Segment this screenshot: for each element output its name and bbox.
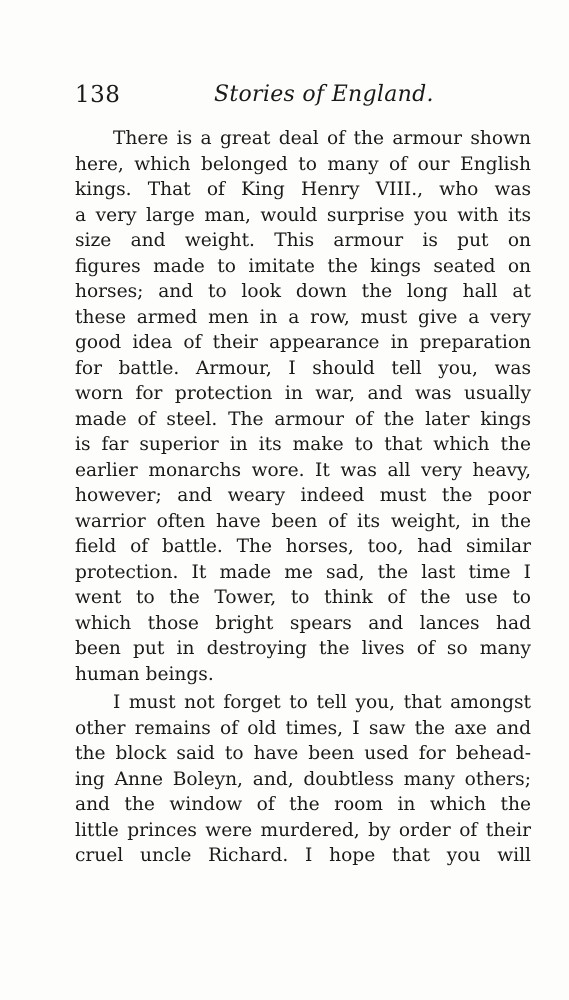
text-line: however; and weary indeed must the poor — [75, 485, 531, 506]
text-line: which those bright spears and lances had — [75, 612, 531, 634]
text-line: little princes were murdered, by order of their — [75, 819, 531, 841]
text-line: field of battle. The horses, too, had similar — [75, 536, 531, 557]
text-line: earlier monarchs wore. It was all very heavy, — [75, 459, 531, 481]
text-line: protection. It made me sad, the last time I — [75, 561, 531, 583]
text-line: ing Anne Boleyn, and, doubtless many others; — [75, 768, 531, 790]
running-title: Stories of England. — [214, 82, 434, 107]
text-line: kings. That of King Henry VIII., who was — [75, 179, 531, 200]
text-line: figures made to imitate the kings seated on — [75, 255, 531, 277]
body-text — [75, 126, 531, 869]
text-line: I must not forget to tell you, that amongst — [113, 692, 531, 713]
text-line: here, which belonged to many of our English — [75, 153, 531, 175]
text-line: horses; and to look down the long hall at — [75, 281, 531, 302]
text-line: a very large man, would surprise you with its — [75, 204, 531, 226]
text-line: the block said to have been used for behead- — [75, 743, 531, 764]
text-line: is far superior in its make to that which the — [75, 434, 531, 455]
text-line: warrior often have been of its weight, in the — [75, 510, 531, 532]
paragraph — [75, 126, 531, 687]
text-line: human beings. — [75, 663, 214, 685]
text-line: and the window of the room in which the — [75, 794, 531, 815]
text-line: went to the Tower, to think of the use to — [75, 587, 531, 608]
text-line: cruel uncle Richard. I hope that you will — [75, 845, 531, 866]
text-line: made of steel. The armour of the later kings — [75, 408, 531, 430]
paragraph — [75, 690, 531, 869]
text-line: for battle. Armour, I should tell you, was — [75, 357, 531, 379]
text-line: other remains of old times, I saw the axe and — [75, 717, 531, 739]
text-line: worn for protection in war, and was usually — [75, 383, 531, 404]
text-line: been put in destroying the lives of so many — [75, 638, 531, 659]
text-line: these armed men in a row, must give a very — [75, 306, 531, 328]
page-header — [75, 82, 535, 116]
page-number: 138 — [75, 82, 121, 108]
text-line: There is a great deal of the armour shown — [113, 128, 531, 149]
text-line: size and weight. This armour is put on — [75, 230, 531, 251]
text-line: good idea of their appearance in preparation — [75, 332, 531, 353]
